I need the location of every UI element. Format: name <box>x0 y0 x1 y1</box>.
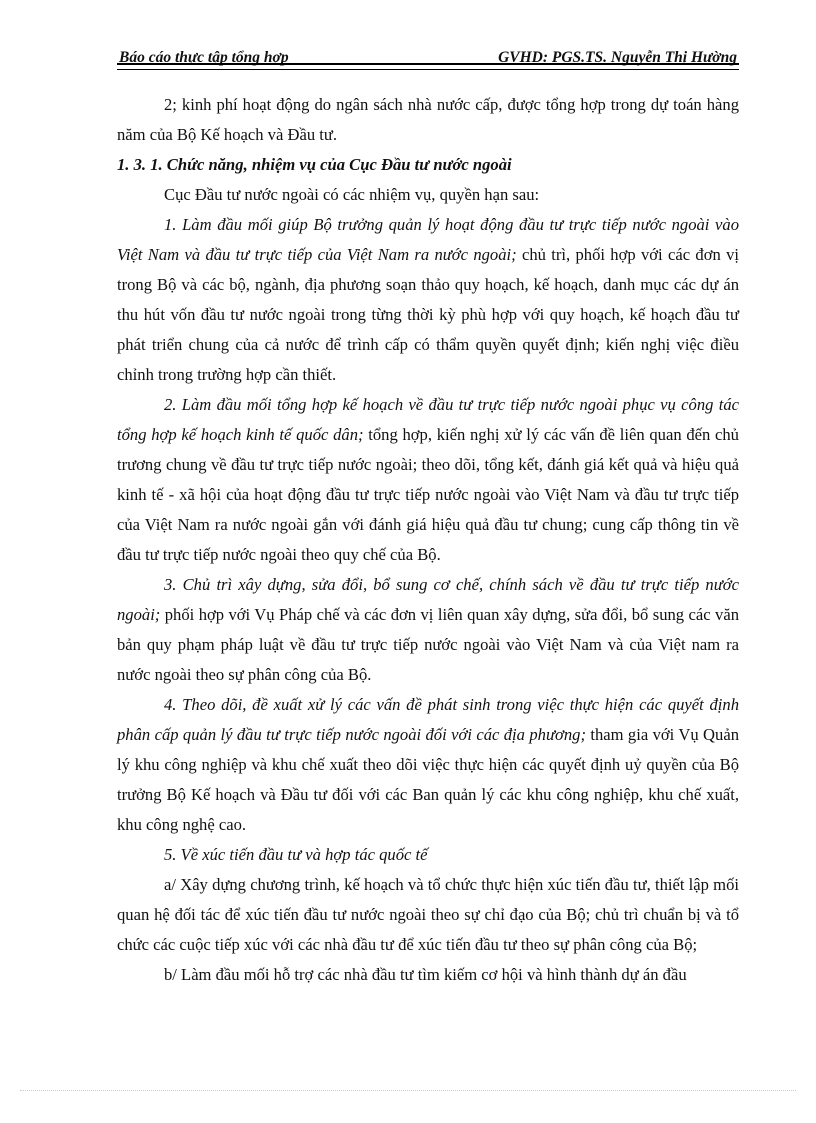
paragraph-intro: Cục Đầu tư nước ngoài có các nhiệm vụ, quyền hạn sau: <box>164 185 540 204</box>
list-item-5b: b/ Làm đầu mối hỗ trợ các nhà đầu tư tìm kiếm cơ hội và hình thành dự án đầu <box>164 965 687 984</box>
list-item-2-text: tổng hợp, kiến nghị xử lý các vấn đề liên quan đến chủ trương chung về đầu tư trực tiếp nước ngoài; theo dõi, tổng kết, đánh giá kết quả và hiệu quả kinh tế - xã hội của hoạt động đầu tư trực tiếp nước ngoài vào Việt Nam và đầu tư trực tiếp của Việt Nam ra nước ngoài gắn với đánh giá hiệu quả đầu tư chung; cung cấp thông tin về đầu tư trực tiếp nước ngoài theo quy chế của Bộ. <box>117 425 739 564</box>
list-item-3 <box>117 570 739 690</box>
list-item-4 <box>117 690 739 840</box>
list-item-3-lead: 3. Chủ trì xây dựng, sửa đổi, bổ sung cơ chế, chính sách về đầu tư trực tiếp nước ngoài; <box>117 575 739 624</box>
page-header <box>117 46 739 68</box>
header-report-title: Báo cáo thực tập tổng hợp <box>119 49 289 66</box>
list-item-5a: a/ Xây dựng chương trình, kế hoạch và tổ chức thực hiện xúc tiến đầu tư, thiết lập mối quan hệ đối tác để xúc tiến đầu tư nước ngoài theo sự chỉ đạo của Bộ; chủ trì chuẩn bị và tổ chức các cuộc tiếp xúc với các nhà đầu tư để xúc tiến đầu tư theo sự phân công của Bộ; <box>117 875 739 954</box>
list-item-4-lead: 4. Theo dõi, đề xuất xử lý các vấn đề phát sinh trong việc thực hiện các quyết định phân cấp quản lý đầu tư trực tiếp nước ngoài đối với các địa phương; <box>117 695 739 744</box>
header-supervisor: GVHD: PGS.TS. Nguyễn Thị Hường <box>498 49 737 66</box>
header-divider <box>117 63 739 70</box>
list-item-2-lead: 2. Làm đầu mối tổng hợp kế hoạch về đầu tư trực tiếp nước ngoài phục vụ công tác tổng hợp kế hoạch kinh tế quốc dân; <box>117 395 739 444</box>
paragraph-budget: 2; kinh phí hoạt động do ngân sách nhà nước cấp, được tổng hợp trong dự toán hàng năm của Bộ Kế hoạch và Đầu tư. <box>117 95 739 144</box>
list-item-4-text: tham gia với Vụ Quản lý khu công nghiệp và khu chế xuất theo dõi việc thực hiện các quyết định uỷ quyền của Bộ trưởng Bộ Kế hoạch và Đầu tư đối với các Ban quản lý các khu công nghiệp, khu chế xuất, khu công nghệ cao. <box>117 725 739 834</box>
list-item-5 <box>117 840 739 870</box>
list-item-3-text: phối hợp với Vụ Pháp chế và các đơn vị liên quan xây dựng, sửa đổi, bổ sung các văn bản quy phạm pháp luật về đầu tư trực tiếp nước ngoài vào Việt Nam và của Việt nam ra nước ngoài theo sự phân công của Bộ. <box>117 605 739 684</box>
list-item-1-text: chủ trì, phối hợp với các đơn vị trong Bộ và các bộ, ngành, địa phương soạn thảo quy hoạch, kế hoạch, danh mục các dự án thu hút vốn đầu tư nước ngoài trong từng thời kỳ phù hợp với quy hoạch, kế hoạch đầu tư phát triển chung của cả nước để trình cấp có thẩm quyền quyết định; kiến nghị việc điều chỉnh trong trường hợp cần thiết. <box>117 245 739 384</box>
list-item-1-lead: 1. Làm đầu mối giúp Bộ trưởng quản lý hoạt động đầu tư trực tiếp nước ngoài vào Việt Nam và đầu tư trực tiếp của Việt Nam ra nước ngoài; <box>117 215 739 264</box>
list-item-5-lead: 5. Về xúc tiến đầu tư và hợp tác quốc tế <box>164 845 428 864</box>
list-item-1 <box>117 210 739 390</box>
page-bottom-border <box>20 1090 796 1091</box>
section-heading: 1. 3. 1. Chức năng, nhiệm vụ của Cục Đầu tư nước ngoài <box>117 155 512 174</box>
list-item-2 <box>117 390 739 570</box>
document-body <box>117 90 739 990</box>
